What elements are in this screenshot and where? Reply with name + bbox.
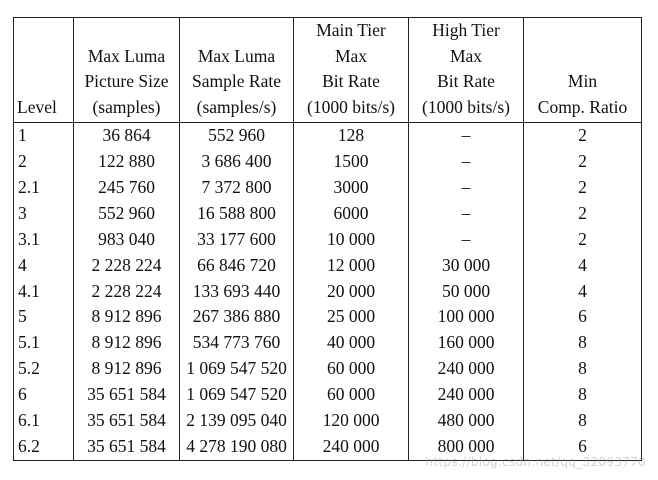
cell-max-luma-picture-size: 122 880	[74, 149, 180, 175]
table-row	[14, 304, 642, 330]
cell-high-tier-bit-rate: 30 000	[409, 253, 524, 279]
cell-main-tier-bit-rate: 3000	[294, 175, 409, 201]
header-min-comp-ratio	[524, 18, 642, 123]
cell-max-luma-sample-rate: 2 139 095 040	[180, 408, 294, 434]
header-max-luma-sample-rate	[180, 18, 294, 123]
cell-level: 3.1	[14, 227, 74, 253]
table-row	[14, 356, 642, 382]
header-line: Picture Size	[84, 71, 169, 92]
cell-max-luma-sample-rate: 534 773 760	[180, 330, 294, 356]
header-line: Bit Rate	[437, 71, 495, 92]
cell-main-tier-bit-rate: 40 000	[294, 330, 409, 356]
cell-high-tier-bit-rate: –	[409, 175, 524, 201]
cell-level: 5.2	[14, 356, 74, 382]
cell-max-luma-sample-rate: 552 960	[180, 122, 294, 148]
header-line: (1000 bits/s)	[422, 97, 510, 118]
cell-max-luma-sample-rate: 33 177 600	[180, 227, 294, 253]
cell-high-tier-bit-rate: 480 000	[409, 408, 524, 434]
cell-min-comp-ratio: 4	[524, 278, 642, 304]
cell-min-comp-ratio: 8	[524, 330, 642, 356]
cell-max-luma-sample-rate: 16 588 800	[180, 201, 294, 227]
header-line: (samples/s)	[196, 97, 277, 118]
header-line: Main Tier	[316, 20, 386, 40]
cell-level: 4.1	[14, 278, 74, 304]
cell-max-luma-sample-rate: 133 693 440	[180, 278, 294, 304]
cell-min-comp-ratio: 6	[524, 434, 642, 460]
cell-max-luma-sample-rate: 1 069 547 520	[180, 382, 294, 408]
header-high-tier-bit-rate	[409, 18, 524, 123]
cell-min-comp-ratio: 2	[524, 175, 642, 201]
watermark: https://blog.csdn.net/qq_32093770	[425, 455, 646, 469]
cell-max-luma-picture-size: 8 912 896	[74, 356, 180, 382]
cell-max-luma-sample-rate: 4 278 190 080	[180, 434, 294, 460]
cell-max-luma-sample-rate: 7 372 800	[180, 175, 294, 201]
cell-high-tier-bit-rate: 240 000	[409, 382, 524, 408]
header-level	[14, 18, 74, 123]
cell-high-tier-bit-rate: 800 000	[409, 434, 524, 460]
cell-main-tier-bit-rate: 240 000	[294, 434, 409, 460]
cell-min-comp-ratio: 6	[524, 304, 642, 330]
table-row	[14, 227, 642, 253]
cell-high-tier-bit-rate: 160 000	[409, 330, 524, 356]
cell-min-comp-ratio: 8	[524, 382, 642, 408]
cell-main-tier-bit-rate: 128	[294, 122, 409, 148]
cell-main-tier-bit-rate: 120 000	[294, 408, 409, 434]
cell-max-luma-picture-size: 2 228 224	[74, 253, 180, 279]
cell-main-tier-bit-rate: 20 000	[294, 278, 409, 304]
cell-level: 6.2	[14, 434, 74, 460]
header-line: Level	[17, 97, 57, 118]
header-line: Comp. Ratio	[537, 97, 628, 118]
header-main-tier-bit-rate	[294, 18, 409, 123]
header-line: Max Luma	[87, 45, 166, 66]
header-line: (samples)	[92, 97, 161, 118]
cell-min-comp-ratio: 4	[524, 253, 642, 279]
cell-level: 5	[14, 304, 74, 330]
cell-max-luma-picture-size: 552 960	[74, 201, 180, 227]
header-row	[14, 18, 642, 123]
table-row	[14, 201, 642, 227]
cell-level: 2	[14, 149, 74, 175]
cell-high-tier-bit-rate: –	[409, 227, 524, 253]
cell-level: 6	[14, 382, 74, 408]
header-line: High Tier	[432, 20, 500, 40]
cell-max-luma-picture-size: 36 864	[74, 122, 180, 148]
hevc-levels-table	[13, 17, 642, 461]
cell-max-luma-sample-rate: 3 686 400	[180, 149, 294, 175]
header-line: Max Luma	[197, 45, 276, 66]
table-row	[14, 278, 642, 304]
cell-min-comp-ratio: 8	[524, 408, 642, 434]
cell-max-luma-picture-size: 35 651 584	[74, 408, 180, 434]
cell-main-tier-bit-rate: 60 000	[294, 382, 409, 408]
cell-max-luma-sample-rate: 66 846 720	[180, 253, 294, 279]
table-row	[14, 149, 642, 175]
header-line: Min	[567, 71, 598, 92]
table-row	[14, 382, 642, 408]
cell-min-comp-ratio: 8	[524, 356, 642, 382]
cell-max-luma-picture-size: 8 912 896	[74, 304, 180, 330]
cell-high-tier-bit-rate: 50 000	[409, 278, 524, 304]
header-line: Bit Rate	[322, 71, 380, 92]
cell-max-luma-sample-rate: 1 069 547 520	[180, 356, 294, 382]
table-row	[14, 408, 642, 434]
cell-max-luma-sample-rate: 267 386 880	[180, 304, 294, 330]
header-line: Max	[449, 45, 483, 66]
header-line: Max	[334, 45, 368, 66]
header-line: (1000 bits/s)	[307, 97, 395, 118]
table-row	[14, 253, 642, 279]
table-row	[14, 175, 642, 201]
cell-main-tier-bit-rate: 12 000	[294, 253, 409, 279]
cell-level: 1	[14, 122, 74, 148]
cell-max-luma-picture-size: 2 228 224	[74, 278, 180, 304]
cell-main-tier-bit-rate: 6000	[294, 201, 409, 227]
cell-min-comp-ratio: 2	[524, 227, 642, 253]
header-max-luma-picture-size	[74, 18, 180, 123]
cell-level: 2.1	[14, 175, 74, 201]
table-row	[14, 330, 642, 356]
cell-max-luma-picture-size: 8 912 896	[74, 330, 180, 356]
table-header	[14, 18, 642, 123]
cell-min-comp-ratio: 2	[524, 201, 642, 227]
cell-high-tier-bit-rate: 100 000	[409, 304, 524, 330]
cell-min-comp-ratio: 2	[524, 122, 642, 148]
cell-main-tier-bit-rate: 10 000	[294, 227, 409, 253]
cell-level: 5.1	[14, 330, 74, 356]
cell-level: 6.1	[14, 408, 74, 434]
cell-main-tier-bit-rate: 60 000	[294, 356, 409, 382]
table-row	[14, 122, 642, 148]
cell-high-tier-bit-rate: –	[409, 122, 524, 148]
table-body	[14, 122, 642, 460]
header-line: Sample Rate	[192, 71, 281, 92]
cell-main-tier-bit-rate: 25 000	[294, 304, 409, 330]
cell-max-luma-picture-size: 983 040	[74, 227, 180, 253]
cell-level: 4	[14, 253, 74, 279]
cell-high-tier-bit-rate: 240 000	[409, 356, 524, 382]
cell-high-tier-bit-rate: –	[409, 201, 524, 227]
cell-main-tier-bit-rate: 1500	[294, 149, 409, 175]
cell-max-luma-picture-size: 35 651 584	[74, 434, 180, 460]
cell-level: 3	[14, 201, 74, 227]
cell-min-comp-ratio: 2	[524, 149, 642, 175]
cell-high-tier-bit-rate: –	[409, 149, 524, 175]
cell-max-luma-picture-size: 245 760	[74, 175, 180, 201]
cell-max-luma-picture-size: 35 651 584	[74, 382, 180, 408]
